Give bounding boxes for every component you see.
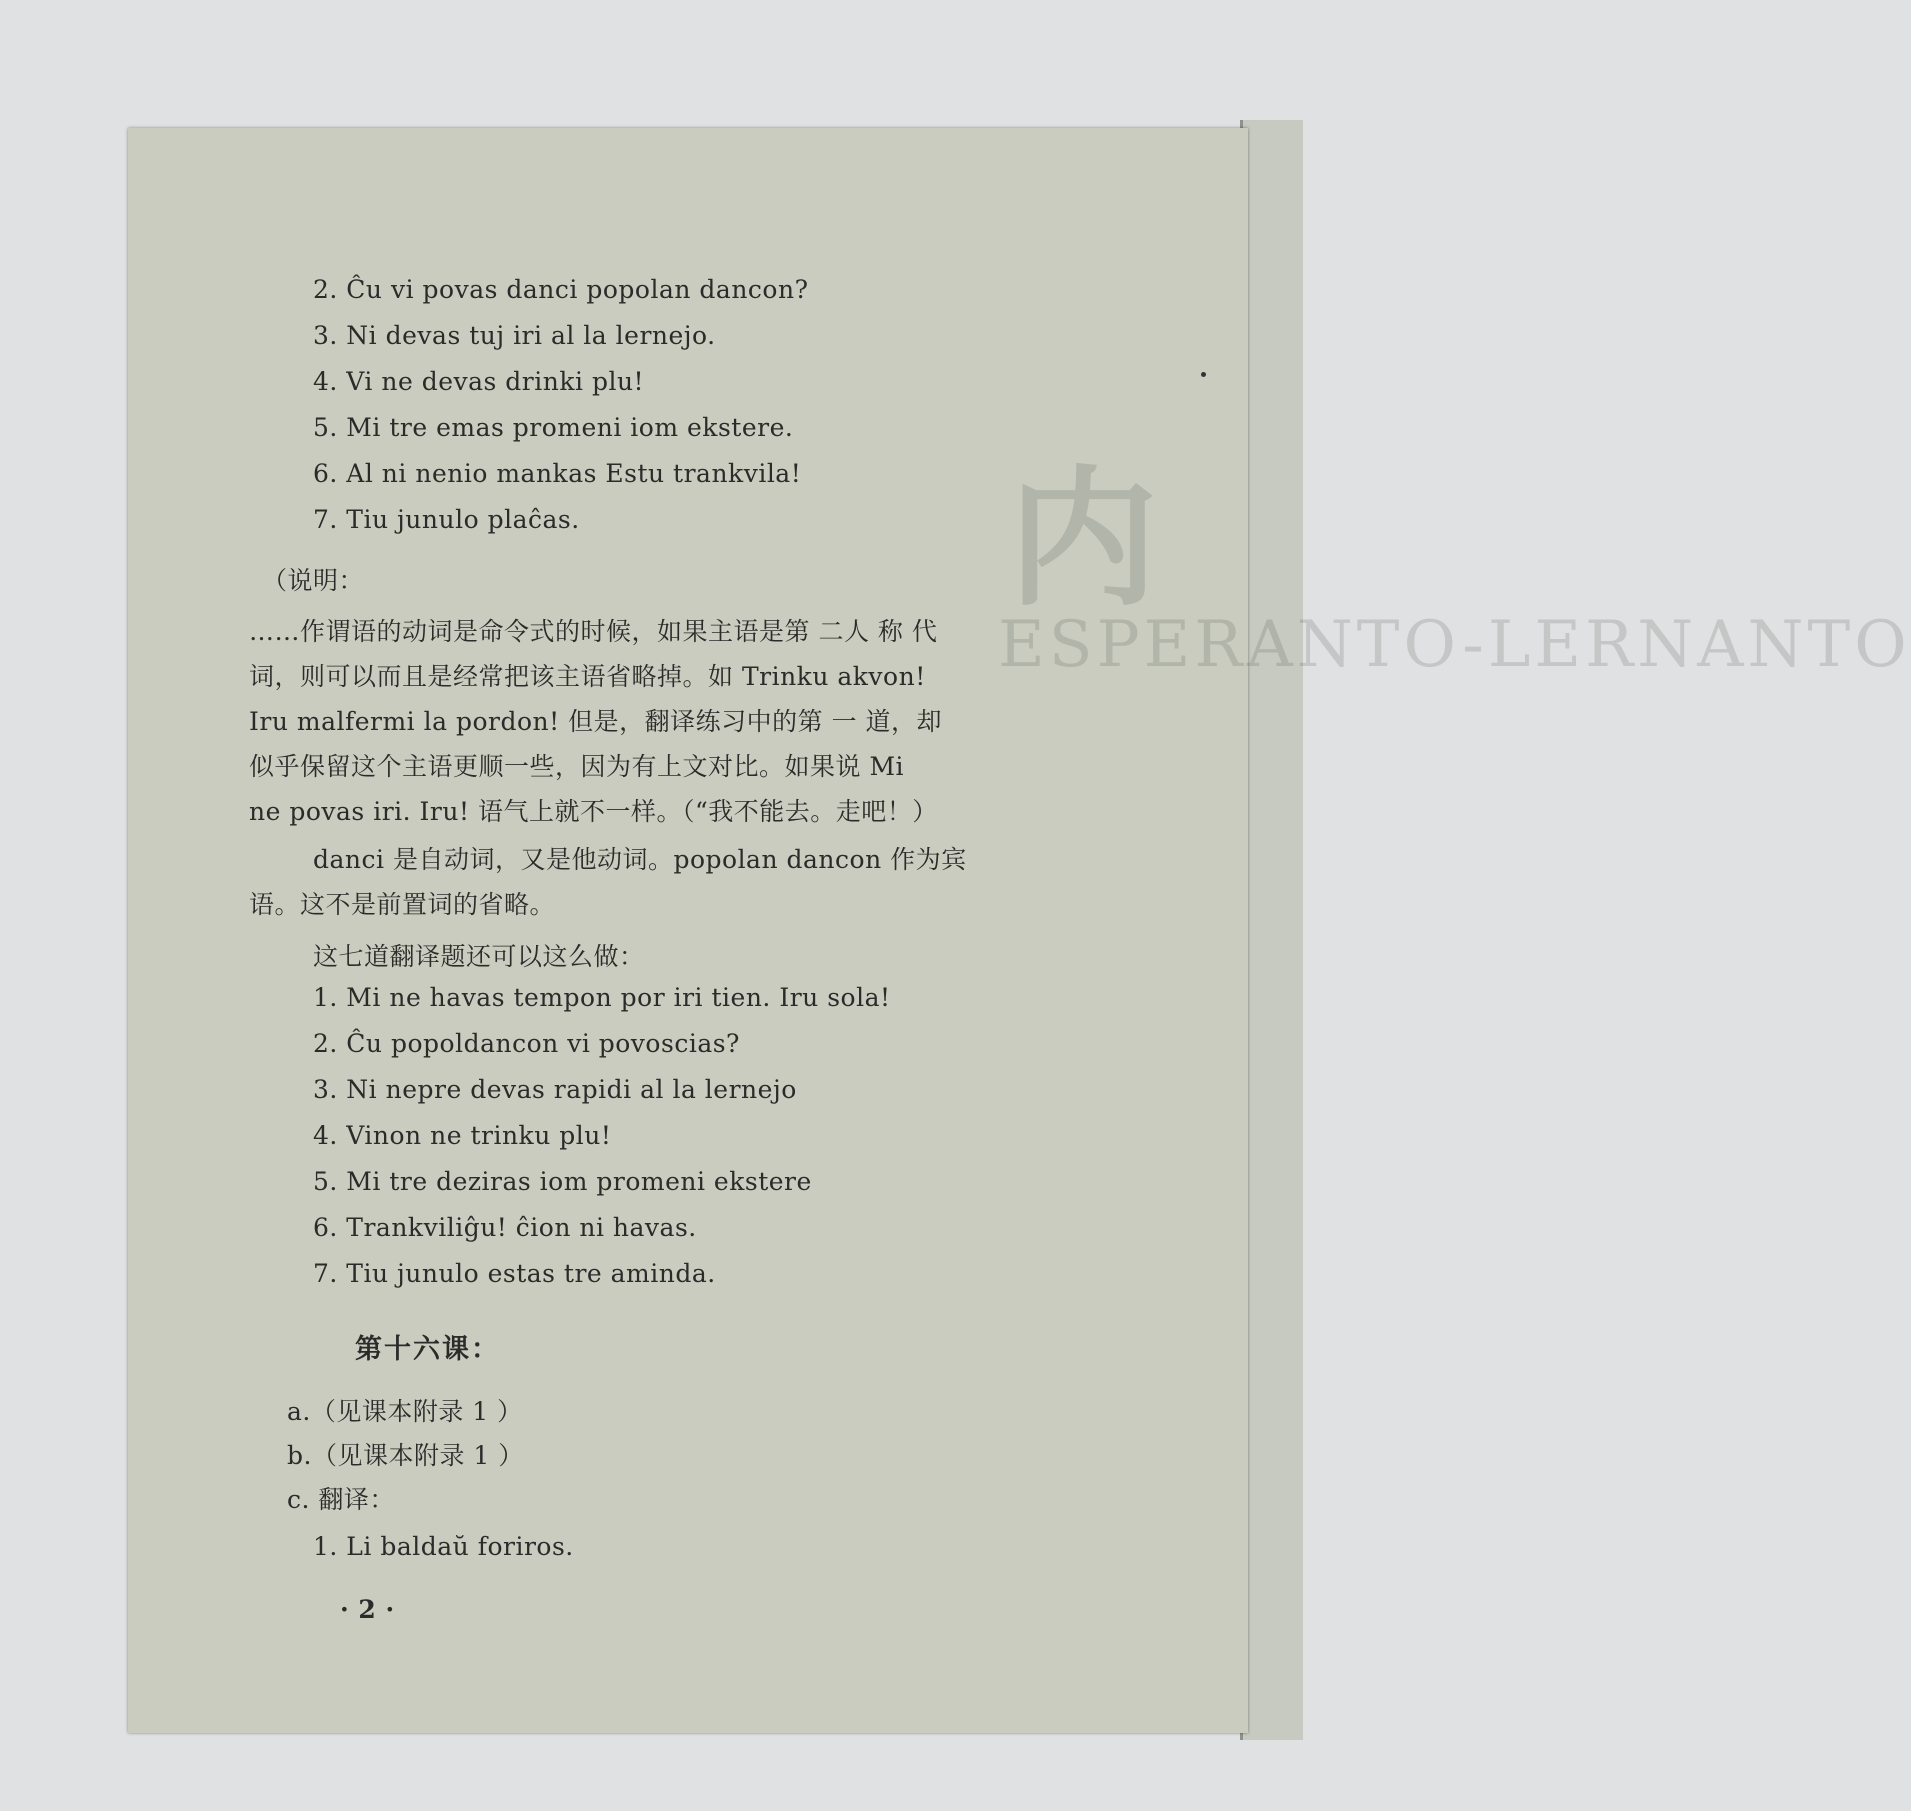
adjacent-page-edge [1240,120,1303,1740]
show-through-title: 内 [1008,451,1159,627]
alt-answer-line: 4. Vinon ne trinku plu! [313,1121,612,1150]
note-line: danci 是自动词，又是他动词。popolan dancon 作为宾 [313,845,967,874]
lesson-item: b.（见课本附录 1 ） [287,1441,524,1470]
note-line: 词，则可以而且是经常把该主语省略掉。如 Trinku akvon! [249,662,926,691]
alt-intro: 这七道翻译题还可以这么做： [313,942,645,971]
note-line: ne povas iri. Iru! 语气上就不一样。（“我不能去。走吧！） [249,797,938,826]
answer-line: 2. Ĉu vi povas danci popolan dancon? [313,275,809,304]
translation-line: 1. Li baldaŭ foriros. [313,1532,574,1561]
page-number: · 2 · [340,1595,395,1624]
answer-line: 4. Vi ne devas drinki plu! [313,367,645,396]
answer-line: 3. Ni devas tuj iri al la lernejo. [313,321,716,350]
alt-answer-line: 3. Ni nepre devas rapidi al la lernejo [313,1075,797,1104]
lesson-item: a.（见课本附录 1 ） [287,1397,523,1426]
alt-answer-line: 7. Tiu junulo estas tre aminda. [313,1259,716,1288]
answer-line: 5. Mi tre emas promeni iom ekstere. [313,413,794,442]
lesson-heading: 第十六课： [355,1334,500,1365]
lesson-item: c. 翻译： [287,1485,395,1514]
alt-answer-line: 6. Trankviliĝu! ĉion ni havas. [313,1213,697,1242]
note-line: Iru malfermi la pordon! 但是，翻译练习中的第 一 道，却 [249,707,943,736]
answer-line: 7. Tiu junulo plaĉas. [313,505,580,534]
note-line: 似乎保留这个主语更顺一些，因为有上文对比。如果说 Mi [249,752,905,781]
alt-answer-line: 2. Ĉu popoldancon vi povoscias? [313,1029,740,1058]
note-line: 语。这不是前置词的省略。 [249,890,556,919]
alt-answer-line: 1. Mi ne havas tempon por iri tien. Iru sola! [313,983,891,1012]
answer-line: 6. Al ni nenio mankas Estu trankvila! [313,459,802,488]
alt-answer-line: 5. Mi tre deziras iom promeni ekstere [313,1167,812,1196]
ink-speck [1201,372,1206,377]
note-heading: （说明： [262,566,365,595]
show-through-subtitle: ESPERANTO-LERNANTO [998,608,1911,682]
note-line: ……作谓语的动词是命令式的时候，如果主语是第 二人 称 代 [249,617,938,646]
